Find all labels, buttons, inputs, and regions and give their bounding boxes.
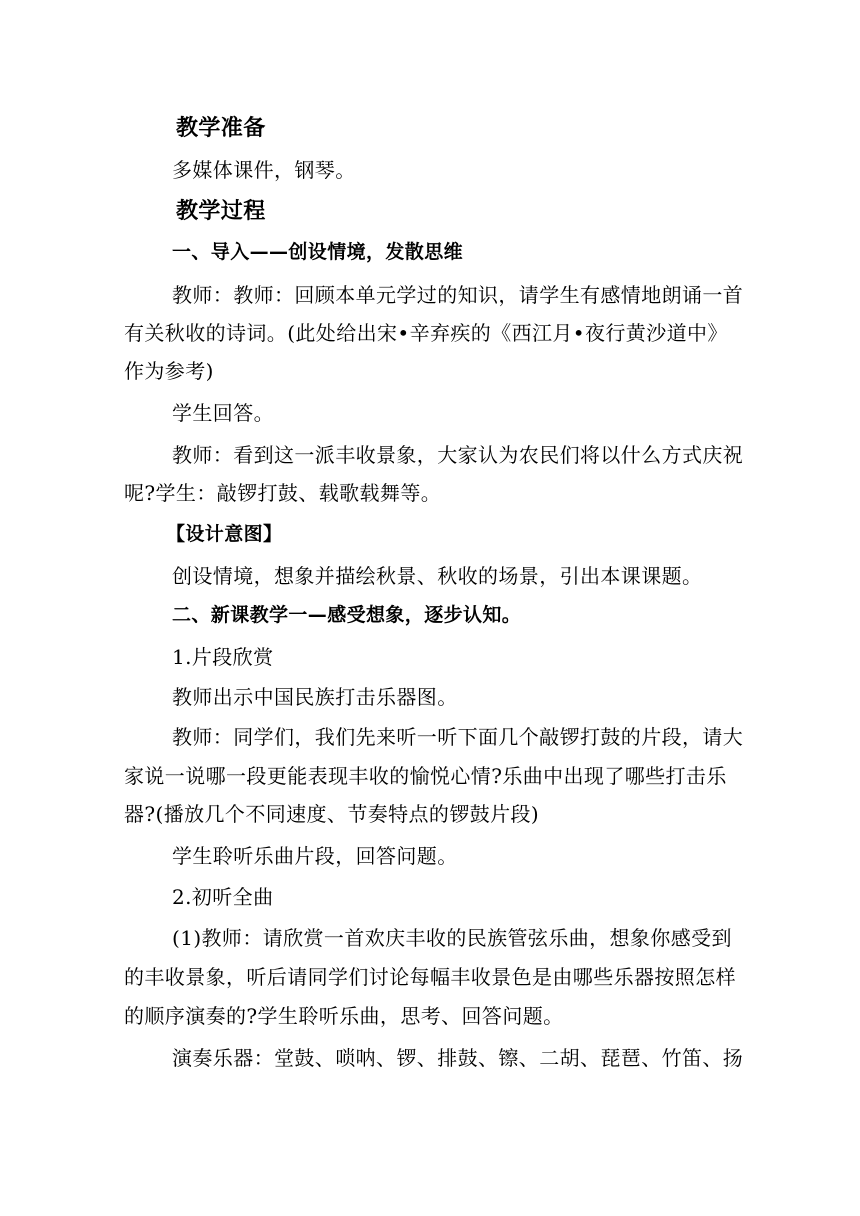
paragraph-preparation-materials: 多媒体课件，钢琴。 [172, 158, 356, 182]
paragraph-teacher-full-piece-line-1: (1)教师：请欣赏一首欢庆丰收的民族管弦乐曲，想象你感受到 [172, 926, 732, 950]
paragraph-teacher-recall-line-3: 作为参考) [124, 359, 214, 383]
paragraph-show-instruments: 教师出示中国民族打击乐器图。 [172, 685, 458, 709]
item-two-title: 2.初听全曲 [172, 885, 274, 909]
paragraph-teacher-harvest-line-1: 教师：看到这一派丰收景象，大家认为农民们将以什么方式庆祝 [172, 443, 744, 467]
paragraph-teacher-recall-line-1: 教师：教师：回顾本单元学过的知识，请学生有感情地朗诵一首 [172, 283, 744, 307]
paragraph-teacher-full-piece-line-2: 的丰收景象，听后请同学们讨论每幅丰收景色是由哪些乐器按照怎样 [124, 965, 736, 989]
subheading-part-two: 二、新课教学一—感受想象，逐步认知。 [172, 604, 522, 626]
paragraph-teacher-clips-line-2: 家说一说哪一段更能表现丰收的愉悦心情?乐曲中出现了哪些打击乐 [124, 764, 727, 788]
item-one-title: 1.片段欣赏 [172, 645, 274, 669]
paragraph-teacher-full-piece-line-3: 的顺序演奏的?学生聆听乐曲，思考、回答问题。 [124, 1004, 564, 1028]
paragraph-design-intent: 创设情境，想象并描绘秋景、秋收的场景，引出本课课题。 [172, 564, 703, 588]
subheading-part-one: 一、导入——创设情境，发散思维 [172, 241, 464, 263]
paragraph-teacher-clips-line-1: 教师：同学们，我们先来听一听下面几个敲锣打鼓的片段，请大 [172, 725, 744, 749]
paragraph-teacher-recall-line-2: 有关秋收的诗词。(此处给出宋•辛弃疾的《西江月•夜行黄沙道中》 [124, 321, 728, 345]
paragraph-instruments: 演奏乐器：堂鼓、唢呐、锣、排鼓、镲、二胡、琵琶、竹笛、扬 [172, 1046, 744, 1070]
heading-teaching-preparation: 教学准备 [176, 116, 266, 141]
heading-teaching-process: 教学过程 [176, 199, 266, 224]
paragraph-student-answer: 学生回答。 [172, 401, 274, 425]
paragraph-student-listen: 学生聆听乐曲片段，回答问题。 [172, 844, 458, 868]
paragraph-teacher-clips-line-3: 器?(播放几个不同速度、节奏特点的锣鼓片段) [124, 802, 540, 826]
paragraph-teacher-harvest-line-2: 呢?学生：敲锣打鼓、载歌载舞等。 [124, 481, 442, 505]
heading-design-intent: 【设计意图】 [166, 523, 283, 545]
